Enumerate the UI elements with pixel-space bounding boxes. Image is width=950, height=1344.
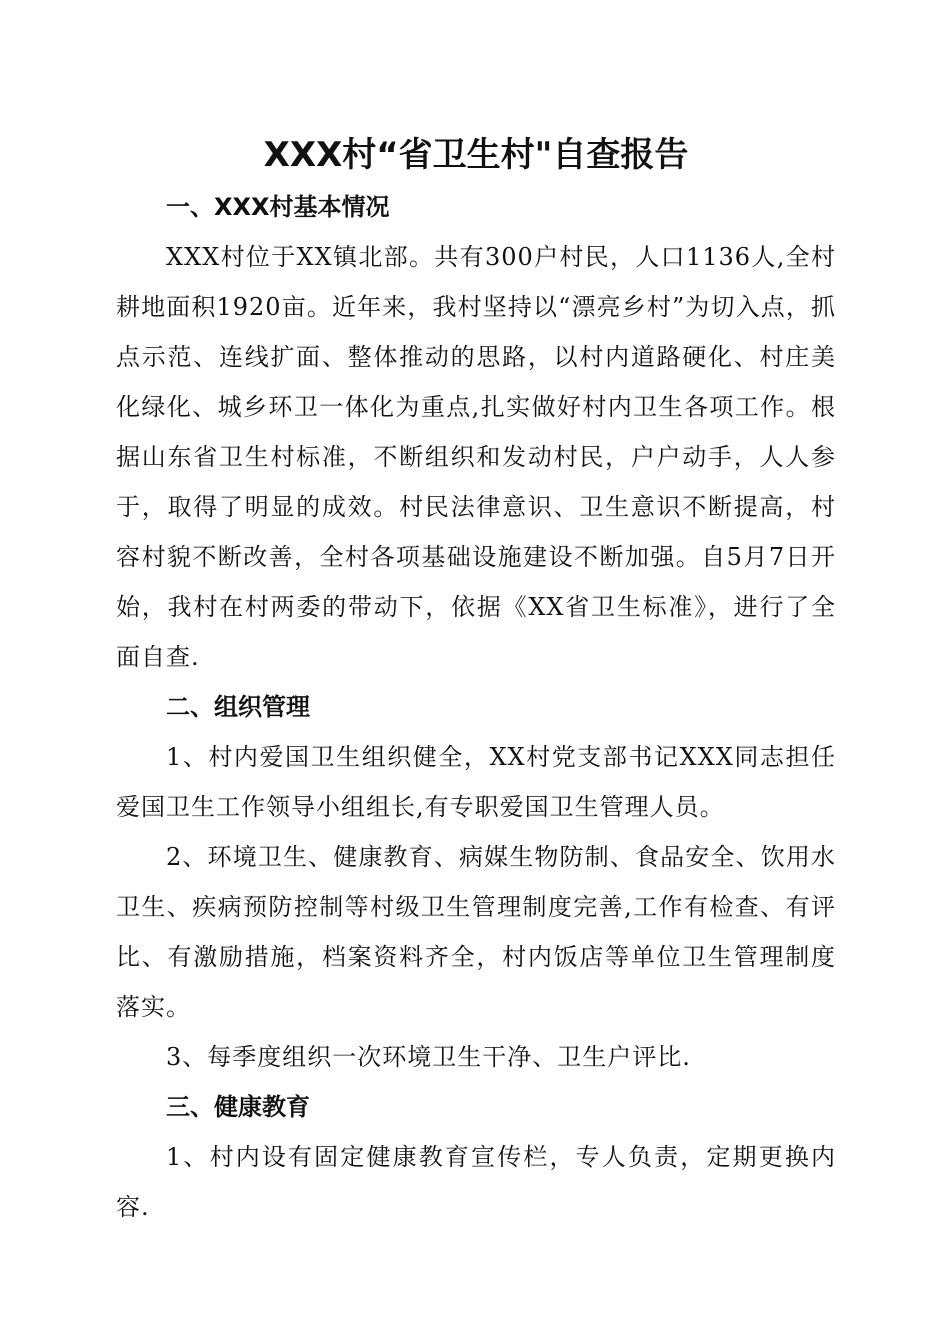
paragraph: 3、每季度组织一次环境卫生干净、卫生户评比.	[166, 1043, 691, 1071]
paragraph: 1、村内设有固定健康教育宣传栏，专人负责，定期更换内容.	[116, 1143, 836, 1221]
document-body	[116, 128, 836, 1232]
section-health-education	[116, 1082, 836, 1232]
section-heading: 一、XXX村基本情况	[166, 193, 390, 221]
document-title: XXX村“省卫生村"自查报告	[263, 135, 689, 175]
section-basic-info	[116, 182, 836, 682]
section-heading: 二、组织管理	[166, 693, 310, 721]
paragraph: XXX村位于XX镇北部。共有300户村民，人口1136人,全村耕地面积1920亩。近年来，我村坚持以“漂亮乡村”为切入点，抓点示范、连线扩面、整体推动的思路，以村内道路硬化、村庄美化绿化、城乡环卫一体化为重点,扎实做好村内卫生各项工作。根据山东省卫生村标准，不断组织和发动村民，户户动手，人人参于，取得了明显的成效。村民法律意识、卫生意识不断提高，村容村貌不断改善，全村各项基础设施建设不断加强。自5月7日开始，我村在村两委的带动下，依据《XX省卫生标准》，进行了全面自查.	[116, 243, 836, 671]
section-organization-management	[116, 682, 836, 1082]
paragraph: 2、环境卫生、健康教育、病媒生物防制、食品安全、饮用水卫生、疾病预防控制等村级卫生管理制度完善,工作有检查、有评比、有激励措施，档案资料齐全，村内饭店等单位卫生管理制度落实。	[116, 843, 836, 1021]
section-heading: 三、健康教育	[166, 1093, 310, 1121]
paragraph: 1、村内爱国卫生组织健全，XX村党支部书记XXX同志担任爱国卫生工作领导小组组长,有专职爱国卫生管理人员。	[116, 743, 836, 821]
